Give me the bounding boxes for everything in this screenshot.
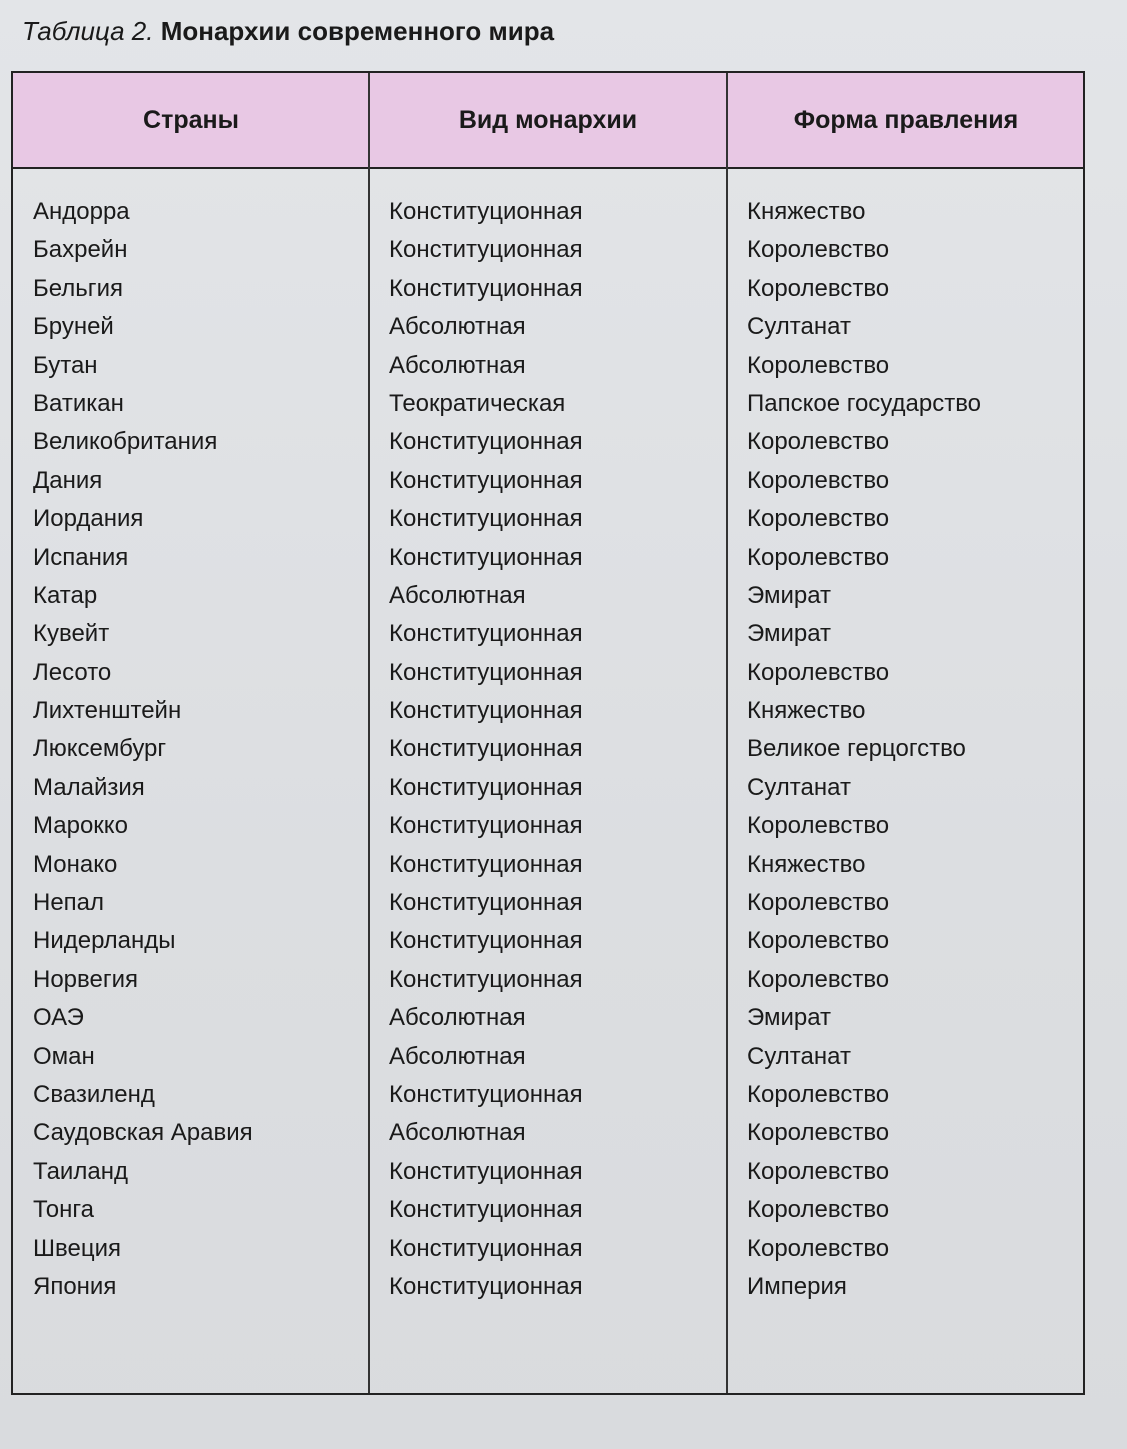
table-row (13, 654, 1083, 692)
table-row (13, 308, 1083, 346)
table-row (13, 1153, 1083, 1191)
cell-monarchy-type: Конституционная (389, 1080, 583, 1108)
cell-country: Люксембург (33, 735, 167, 763)
cell-country: Япония (33, 1272, 117, 1300)
cell-monarchy-type: Конституционная (389, 505, 583, 533)
table-row (13, 615, 1083, 653)
cell-government-form: Султанат (747, 773, 851, 801)
monarchies-table (11, 71, 1085, 1395)
table-row (13, 1268, 1083, 1306)
table-row (13, 961, 1083, 999)
cell-country: Бельгия (33, 274, 123, 302)
header-government-form: Форма правления (793, 105, 1019, 134)
cell-country: Ватикан (33, 389, 124, 417)
table-header (13, 73, 1083, 169)
cell-monarchy-type: Конституционная (389, 658, 583, 686)
table-row (13, 462, 1083, 500)
table-row (13, 193, 1083, 231)
table-row (13, 423, 1083, 461)
cell-country: Кувейт (33, 620, 110, 648)
caption-title: Монархии современного мира (160, 16, 555, 46)
table-row (13, 730, 1083, 768)
cell-government-form: Султанат (747, 1042, 851, 1070)
cell-monarchy-type: Конституционная (389, 850, 583, 878)
header-monarchy-type: Вид монархии (458, 105, 638, 134)
table-row (13, 577, 1083, 615)
cell-country: Саудовская Аравия (33, 1119, 253, 1147)
cell-government-form: Папское государство (747, 389, 982, 417)
cell-monarchy-type: Конституционная (389, 466, 583, 494)
cell-country: Свазиленд (33, 1080, 155, 1108)
cell-country: Нидерланды (33, 927, 176, 955)
cell-government-form: Королевство (747, 351, 890, 379)
cell-government-form: Королевство (747, 1196, 890, 1224)
cell-country: Швеция (33, 1234, 121, 1262)
cell-monarchy-type: Абсолютная (389, 313, 526, 341)
cell-country: Бруней (33, 313, 114, 341)
cell-monarchy-type: Конституционная (389, 1196, 583, 1224)
cell-monarchy-type: Конституционная (389, 1272, 583, 1300)
cell-government-form: Королевство (747, 1234, 890, 1262)
cell-monarchy-type: Абсолютная (389, 351, 526, 379)
cell-monarchy-type: Конституционная (389, 274, 583, 302)
table-row (13, 1114, 1083, 1152)
table-row (13, 769, 1083, 807)
cell-country: Андорра (33, 198, 130, 225)
cell-monarchy-type: Конституционная (389, 889, 583, 917)
cell-monarchy-type: Абсолютная (389, 1042, 526, 1070)
cell-government-form: Эмират (747, 581, 832, 609)
cell-government-form: Королевство (747, 505, 890, 533)
cell-monarchy-type: Конституционная (389, 1157, 583, 1185)
cell-monarchy-type: Конституционная (389, 697, 583, 725)
cell-monarchy-type: Конституционная (389, 543, 583, 571)
cell-country: Марокко (33, 812, 128, 840)
cell-monarchy-type: Теократическая (389, 389, 566, 417)
cell-country: Великобритания (33, 428, 218, 456)
table-body (13, 193, 1083, 1306)
cell-monarchy-type: Конституционная (389, 812, 583, 840)
cell-country: Иордания (33, 505, 144, 533)
table-row (13, 347, 1083, 385)
cell-country: Малайзия (33, 773, 145, 801)
table-row (13, 999, 1083, 1037)
table-row (13, 807, 1083, 845)
cell-monarchy-type: Конституционная (389, 198, 583, 225)
cell-government-form: Королевство (747, 1119, 890, 1147)
cell-government-form: Эмират (747, 1004, 832, 1032)
cell-government-form: Королевство (747, 927, 890, 955)
cell-country: Бутан (33, 351, 98, 379)
table-row (13, 500, 1083, 538)
cell-government-form: Королевство (747, 428, 890, 456)
cell-country: Оман (33, 1042, 95, 1070)
cell-country: ОАЭ (33, 1004, 84, 1032)
cell-country: Непал (33, 889, 105, 917)
cell-country: Бахрейн (33, 236, 128, 264)
cell-government-form: Королевство (747, 1157, 890, 1185)
cell-monarchy-type: Абсолютная (389, 581, 526, 609)
cell-government-form: Королевство (747, 274, 890, 302)
cell-country: Катар (33, 581, 98, 609)
table-row (13, 692, 1083, 730)
table-row (13, 1038, 1083, 1076)
cell-government-form: Княжество (747, 198, 866, 225)
cell-monarchy-type: Конституционная (389, 1234, 583, 1262)
cell-government-form: Королевство (747, 543, 890, 571)
table-row (13, 922, 1083, 960)
cell-monarchy-type: Конституционная (389, 428, 583, 456)
cell-government-form: Султанат (747, 313, 851, 341)
cell-government-form: Княжество (747, 697, 866, 725)
cell-government-form: Империя (747, 1272, 847, 1300)
cell-country: Монако (33, 850, 118, 878)
cell-government-form: Королевство (747, 236, 890, 264)
cell-government-form: Королевство (747, 466, 890, 494)
cell-government-form: Королевство (747, 965, 890, 993)
cell-monarchy-type: Конституционная (389, 927, 583, 955)
cell-government-form: Княжество (747, 850, 866, 878)
cell-country: Таиланд (33, 1157, 128, 1185)
cell-government-form: Королевство (747, 1080, 890, 1108)
cell-country: Лесото (33, 658, 112, 686)
cell-country: Лихтенштейн (33, 697, 182, 725)
table-row (13, 1191, 1083, 1229)
cell-government-form: Эмират (747, 620, 832, 648)
cell-government-form: Королевство (747, 812, 890, 840)
table-row (13, 884, 1083, 922)
cell-country: Испания (33, 543, 129, 571)
table-row (13, 270, 1083, 308)
cell-monarchy-type: Конституционная (389, 620, 583, 648)
header-countries: Страны (143, 105, 239, 134)
cell-monarchy-type: Абсолютная (389, 1119, 526, 1147)
table-row (13, 385, 1083, 423)
table-row (13, 539, 1083, 577)
cell-country: Тонга (33, 1196, 94, 1224)
cell-government-form: Королевство (747, 658, 890, 686)
cell-government-form: Великое герцогство (747, 735, 966, 763)
cell-monarchy-type: Конституционная (389, 236, 583, 264)
table-row (13, 231, 1083, 269)
table-row (13, 1076, 1083, 1114)
cell-monarchy-type: Конституционная (389, 965, 583, 993)
table-caption (22, 16, 554, 46)
cell-monarchy-type: Конституционная (389, 735, 583, 763)
table-row (13, 846, 1083, 884)
table-row (13, 1230, 1083, 1268)
cell-monarchy-type: Конституционная (389, 773, 583, 801)
cell-monarchy-type: Абсолютная (389, 1004, 526, 1032)
cell-government-form: Королевство (747, 889, 890, 917)
cell-country: Дания (33, 466, 103, 494)
caption-label: Таблица 2. (22, 16, 154, 46)
cell-country: Норвегия (33, 965, 139, 993)
